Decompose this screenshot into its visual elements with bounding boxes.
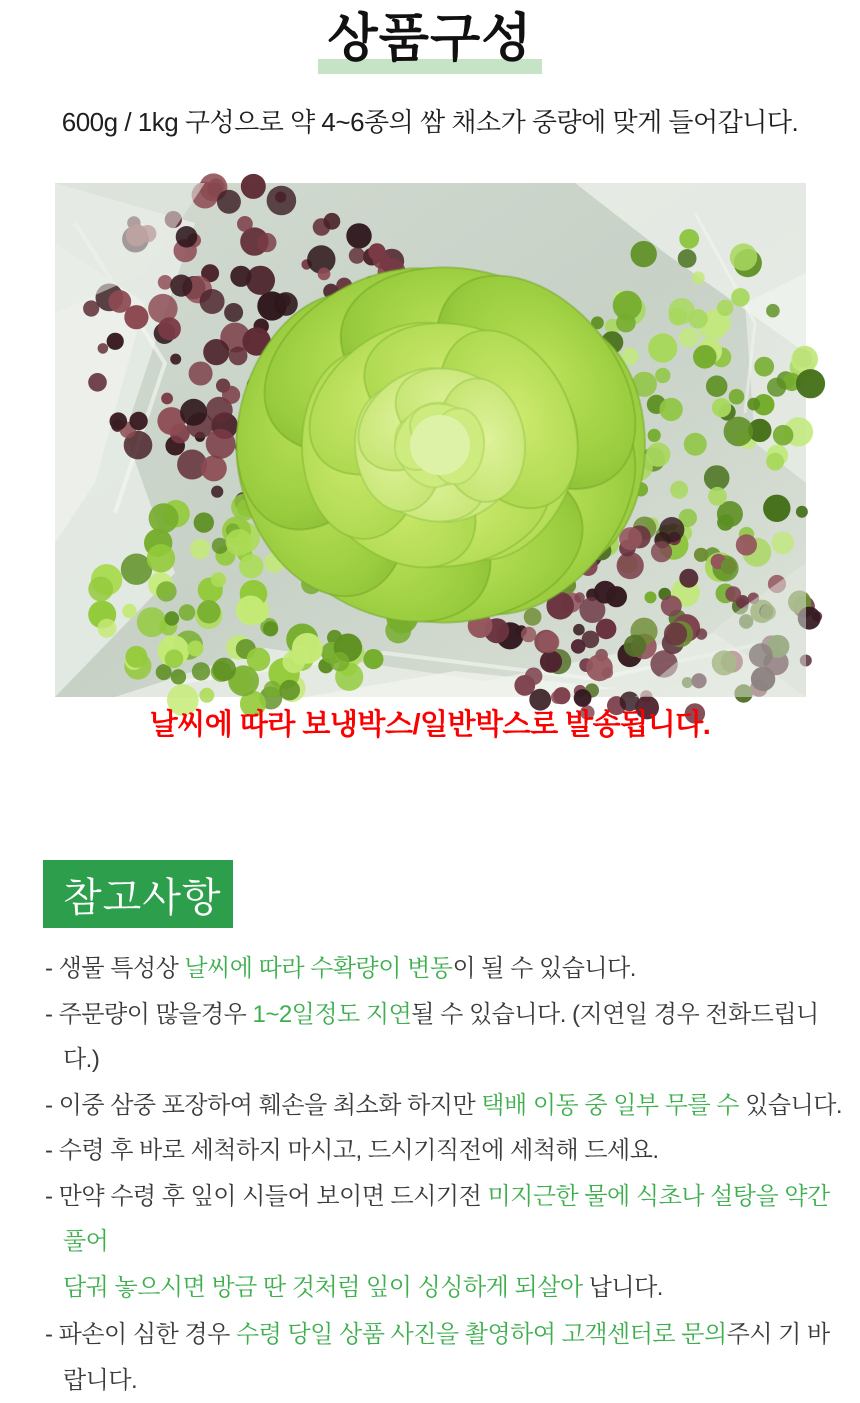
lettuce-box-illustration xyxy=(55,183,806,697)
note-item: - 파손이 심한 경우 수령 당일 상품 사진을 촬영하여 고객센터로 문의주시 기 바랍니다. xyxy=(45,1321,830,1394)
shipping-note-caption: 날씨에 따라 보냉박스/일반박스로 발송됩니다. xyxy=(149,709,711,741)
product-photo xyxy=(55,183,806,697)
product-subtitle: 600g / 1kg 구성으로 약 4~6종의 쌈 채소가 중량에 맞게 들어갑니다. xyxy=(61,107,799,137)
note-item: - 만약 수령 후 잎이 시들어 보이면 드시기전 미지근한 물에 식초나 설탕을 약간 풀어 담궈 놓으시면 방금 딴 것처럼 잎이 싱싱하게 되살아 납니다. xyxy=(45,1182,830,1301)
note-item: - 주문량이 많을경우 1~2일정도 지연될 수 있습니다. (지연일 경우 전화드립니다.) xyxy=(45,1000,819,1073)
note-item: - 생물 특성상 날씨에 따라 수확량이 변동이 될 수 있습니다. xyxy=(45,955,636,982)
note-item: - 수령 후 바로 세척하지 마시고, 드시기직전에 세척해 드세요. xyxy=(45,1137,659,1164)
section-title-wrap xyxy=(0,6,860,74)
note-item: - 이중 삼중 포장하여 훼손을 최소화 하지만 택배 이동 중 일부 무를 수 있습니다. xyxy=(45,1091,843,1119)
page-title: 상품구성 xyxy=(318,6,543,74)
notes-list xyxy=(45,946,850,1403)
notes-heading: 참고사항 xyxy=(43,860,233,928)
